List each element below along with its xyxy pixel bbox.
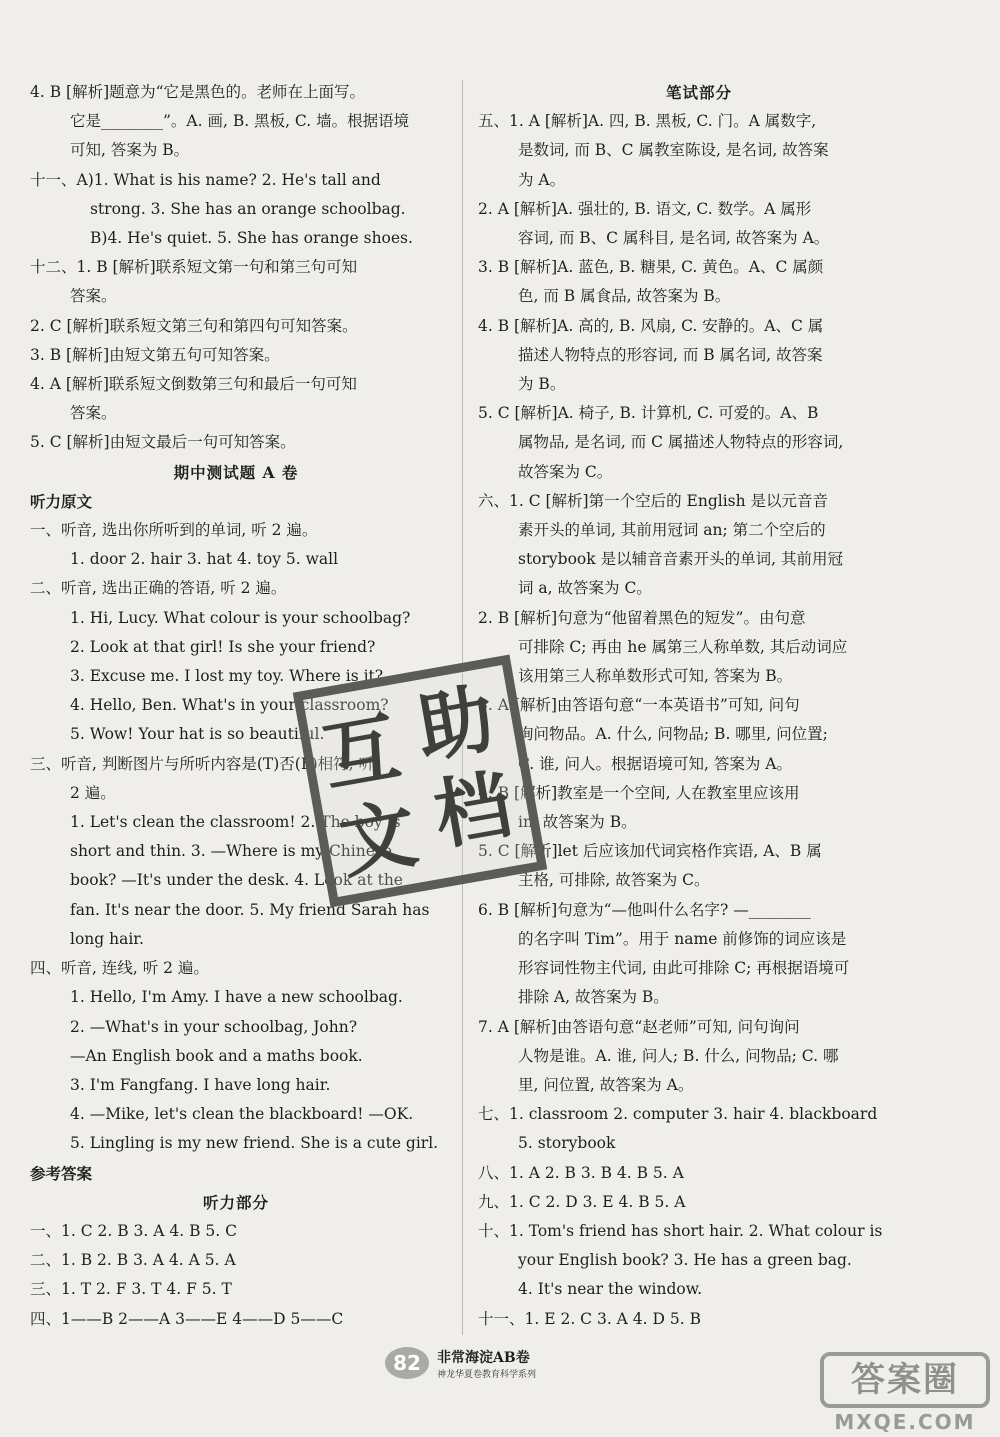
- text-line: 5. C [解析]let 后应该加代词宾格作宾语, A、B 属: [478, 842, 822, 861]
- section-heading: 听力部分: [202, 1192, 269, 1212]
- text-line: 5. storybook: [518, 1134, 616, 1153]
- text-line: 1. door 2. hair 3. hat 4. toy 5. wall: [70, 550, 339, 569]
- series-title: 非常海淀AB卷: [437, 1350, 530, 1366]
- text-line: 四、听音, 连线, 听 2 遍。: [30, 959, 209, 978]
- text-line: 1. Let's clean the classroom! 2. The boy is: [70, 813, 401, 832]
- text-line: 4. —Mike, let's clean the blackboard! —OK.: [70, 1105, 414, 1124]
- stamp-char: 互: [315, 701, 407, 803]
- text-line: 排除 A, 故答案为 B。: [518, 988, 669, 1007]
- text-line: 3. B [解析]由短文第五句可知答案。: [30, 345, 280, 364]
- publisher-line: 神龙华夏卷教育科学系列: [437, 1370, 537, 1380]
- text-line: 四、1——B 2——A 3——E 4——D 5——C: [30, 1309, 344, 1328]
- text-line: 八、1. A 2. B 3. B 4. B 5. A: [478, 1163, 684, 1182]
- section-heading: 笔试部分: [665, 83, 732, 102]
- site-watermark: [820, 1352, 990, 1432]
- text-line: 答案。: [70, 287, 117, 306]
- text-line: 人物是谁。A. 谁, 问人; B. 什么, 问物品; C. 哪: [518, 1046, 839, 1065]
- text-line: 4. B [解析]题意为“它是黑色的。老师在上面写。: [30, 83, 366, 101]
- text-line: 七、1. classroom 2. computer 3. hair 4. blackboard: [478, 1105, 878, 1124]
- text-line: B)4. He's quiet. 5. She has orange shoes.: [90, 229, 413, 248]
- text-line: 里, 问位置, 故答案为 A。: [518, 1075, 694, 1094]
- text-line: 十二、1. B [解析]联系短文第一句和第三句可知: [30, 258, 358, 277]
- text-line: —An English book and a maths book.: [70, 1046, 363, 1065]
- text-line: 听力原文: [30, 491, 93, 511]
- text-line: 2. Look at that girl! Is she your friend?: [70, 637, 376, 656]
- text-line: 4. B [解析]教室是一个空间, 人在教室里应该用: [478, 783, 800, 802]
- text-line: 二、1. B 2. B 3. A 4. A 5. A: [30, 1251, 236, 1270]
- text-line: 为 B。: [518, 375, 566, 394]
- stamp-char: 文: [333, 788, 424, 890]
- text-line: 2. B [解析]句意为“他留着黑色的短发”。由句意: [478, 608, 806, 627]
- page-footer: [385, 1345, 615, 1387]
- stamp-char: 档: [427, 759, 518, 861]
- text-line: 2. C [解析]联系短文第三句和第四句可知答案。: [30, 316, 358, 335]
- text-line: 可知, 答案为 B。: [70, 141, 190, 160]
- text-line: 4. Hello, Ben. What's in your classroom?: [70, 696, 389, 715]
- text-line: 1. Hello, I'm Amy. I have a new schoolbag.: [70, 988, 403, 1007]
- text-line: 十、1. Tom's friend has short hair. 2. What colour is: [478, 1221, 883, 1240]
- text-line: 一、1. C 2. B 3. A 4. B 5. C: [30, 1221, 237, 1240]
- text-line: 7. A [解析]由答语句意“赵老师”可知, 问句询问: [478, 1017, 800, 1036]
- text-line: 一、听音, 选出你所听到的单词, 听 2 遍。: [30, 521, 318, 540]
- page-number: 82: [385, 1347, 429, 1379]
- text-line: 十一、A)1. What is his name? 2. He's tall and: [30, 170, 381, 189]
- text-line: 6. B [解析]句意为“—他叫什么名字? —________: [478, 900, 811, 919]
- watermark-url: MXQE.COM: [834, 1410, 976, 1434]
- text-line: 4. A [解析]联系短文倒数第三句和最后一句可知: [30, 375, 357, 394]
- text-line: 5. C [解析]由短文最后一句可知答案。: [30, 433, 296, 452]
- text-line: 五、1. A [解析]A. 四, B. 黑板, C. 门。A 属数字,: [478, 112, 817, 131]
- text-line: short and thin. 3. —Where is my Chinese: [70, 842, 393, 861]
- text-line: 2 遍。: [70, 783, 116, 802]
- text-line: storybook 是以辅音音素开头的单词, 其前用冠: [518, 550, 843, 569]
- text-line: 5. C [解析]A. 椅子, B. 计算机, C. 可爱的。A、B: [478, 404, 819, 423]
- text-line: 询问物品。A. 什么, 问物品; B. 哪里, 问位置;: [518, 725, 828, 744]
- text-line: C. 谁, 问人。根据语境可知, 答案为 A。: [518, 754, 792, 773]
- right-column: [478, 78, 920, 1334]
- text-line: strong. 3. She has an orange schoolbag.: [90, 199, 406, 218]
- text-line: 主格, 可排除, 故答案为 C。: [518, 871, 710, 890]
- text-line: book? —It's under the desk. 4. Look at the: [70, 871, 403, 890]
- text-line: 十一、1. E 2. C 3. A 4. D 5. B: [478, 1309, 701, 1328]
- text-line: 二、听音, 选出正确的答语, 听 2 遍。: [30, 579, 287, 598]
- text-line: fan. It's near the door. 5. My friend Sarah has: [70, 900, 430, 919]
- text-line: in, 故答案为 B。: [518, 813, 637, 832]
- text-line: 为 A。: [518, 170, 566, 189]
- text-line: 3. I'm Fangfang. I have long hair.: [70, 1075, 331, 1094]
- text-line: 2. —What's in your schoolbag, John?: [70, 1017, 358, 1036]
- text-line: 六、1. C [解析]第一个空后的 English 是以元音音: [478, 491, 829, 510]
- text-line: your English book? 3. He has a green bag.: [518, 1251, 852, 1270]
- text-line: 三、1. T 2. F 3. T 4. F 5. T: [30, 1280, 232, 1299]
- text-line: 3. Excuse me. I lost my toy. Where is it?: [70, 667, 384, 686]
- text-line: 三、听音, 判断图片与所听内容是(T)否(F)相符, 听: [30, 754, 374, 773]
- text-line: 2. A [解析]A. 强壮的, B. 语文, C. 数学。A 属形: [478, 199, 812, 218]
- text-line: 该用第三人称单数形式可知, 答案为 B。: [518, 667, 793, 686]
- text-line: 容词, 而 B、C 属科目, 是名词, 故答案为 A。: [518, 229, 830, 248]
- text-line: 参考答案: [30, 1163, 93, 1183]
- text-line: 1. Hi, Lucy. What colour is your schoolbag?: [70, 608, 411, 627]
- text-line: 4. It's near the window.: [518, 1280, 703, 1299]
- section-heading: 期中测试题 A 卷: [173, 462, 299, 482]
- text-line: 5. Lingling is my new friend. She is a cute girl.: [70, 1134, 439, 1153]
- text-line: 色, 而 B 属食品, 故答案为 B。: [518, 287, 731, 306]
- text-line: long hair.: [70, 929, 144, 948]
- text-line: 词 a, 故答案为 C。: [518, 579, 652, 598]
- text-line: 可排除 C; 再由 he 属第三人称单数, 其后动词应: [518, 637, 848, 656]
- text-line: 故答案为 C。: [518, 462, 613, 481]
- text-line: 的名字叫 Tim”。用于 name 前修饰的词应该是: [518, 929, 847, 948]
- text-line: 是数词, 而 B、C 属教室陈设, 是名词, 故答案: [518, 141, 829, 160]
- text-line: 3. A [解析]由答语句意“一本英语书”可知, 问句: [478, 696, 800, 715]
- text-line: 素开头的单词, 其前用冠词 an; 第二个空后的: [518, 521, 826, 540]
- text-line: 答案。: [70, 404, 117, 423]
- text-line: 形容词性物主代词, 由此可排除 C; 再根据语境可: [518, 959, 850, 978]
- stamp-char: 助: [410, 673, 501, 774]
- text-line: 3. B [解析]A. 蓝色, B. 糖果, C. 黄色。A、C 属颜: [478, 258, 824, 277]
- watermark-logo-text: 答案圈: [820, 1352, 990, 1408]
- text-line: 4. B [解析]A. 高的, B. 风扇, C. 安静的。A、C 属: [478, 316, 824, 335]
- huzhu-wendang-stamp: [293, 655, 548, 908]
- text-line: 描述人物特点的形容词, 而 B 属名词, 故答案: [518, 345, 823, 364]
- text-line: 5. Wow! Your hat is so beautiful.: [70, 725, 325, 744]
- text-line: 九、1. C 2. D 3. E 4. B 5. A: [478, 1192, 686, 1211]
- text-line: 它是________”。A. 画, B. 黑板, C. 墙。根据语境: [70, 112, 410, 131]
- text-line: 属物品, 是名词, 而 C 属描述人物特点的形容词,: [518, 433, 844, 452]
